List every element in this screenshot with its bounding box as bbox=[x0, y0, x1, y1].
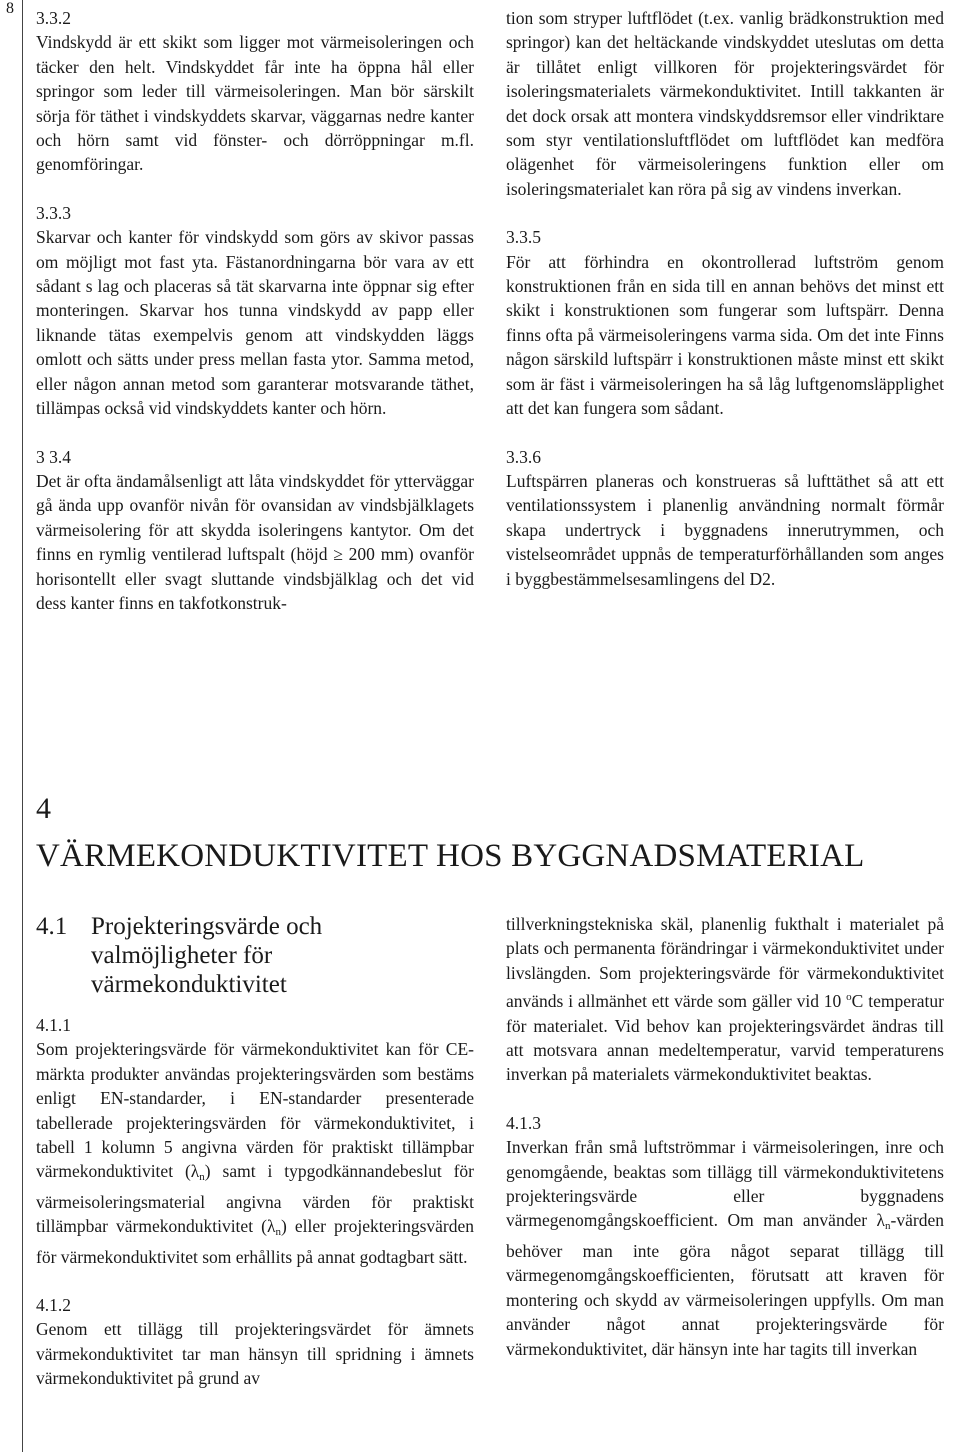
section-text-4-1-1 bbox=[36, 1037, 474, 1269]
section-text-4-1-2: Genom ett tillägg till projekteringsvärdet för ämnets värmekonduktivitet tar man hänsyn till spridning i ämnets värmekonduktivitet på grund av bbox=[36, 1319, 474, 1389]
column-1 bbox=[36, 6, 474, 615]
text-part: ) samt i typgodkännandebeslut för värmeisoleringsmaterial angivna värden för praktiskt tillämpbar värmekonduktivitet ( bbox=[36, 1161, 474, 1237]
column-4 bbox=[506, 912, 944, 1361]
section-text-4-1-3 bbox=[506, 1135, 944, 1361]
text-part: Som projekteringsvärde för värmekonduktivitet kan för CE-märkta produkter användas projekteringsvärden som bestäms enligt EN-standarder, i EN-standarder presenterade tabellerade projekteringsvärden för värmekonduktivitet, i tabell 1 kolumn 5 angivna värden för praktiskt tillämpbar värmekonduktivitet ( bbox=[36, 1039, 474, 1182]
column-2 bbox=[506, 6, 944, 591]
section-number-4-1-1: 4.1.1 bbox=[36, 1015, 71, 1035]
text-part: C temperatur för materialet. Vid behov kan projekteringsvärdet ändras till att motsvara annan medeltemperatur, varvid temperaturens inverkan på materialets värmekonduktivitet beaktas. bbox=[506, 991, 944, 1085]
chapter-title: VÄRMEKONDUKTIVITET HOS BYGGNADSMATERIAL bbox=[36, 838, 865, 874]
page-number: 8 bbox=[6, 0, 14, 17]
subscript-n: n bbox=[199, 1171, 205, 1184]
section-text-3-3-6: Luftspärren planeras och konstrueras så lufttäthet så att ett ventilationssystem i planenlig användning normalt förmår skapa undertryck i byggnadens innerutrymmen, och vistelseområdet uppnås de temperaturförhållanden som anges i byggbestämmelsesamlingens del D2. bbox=[506, 470, 944, 589]
text-part: Inverkan från små luftströmmar i värmeisoleringen, inre och genomgående, beaktas som tillägg till värmekonduktivitetens projekteringsvärde eller byggnadens värmegenomgångskoefficient. Om man använder bbox=[506, 1137, 944, 1231]
text-part: Det är ofta ändamålsenligt att låta vindskyddet för ytterväggar gå ända upp ovanför nivån för ovansidan av vindsbjälklagets värmeisolering för att skydda isoleringens kantytor. Om det finns en rymlig ventilerad luftspalt (höjd bbox=[36, 470, 474, 565]
text-part: -värden behöver man inte göra något separat tillägg till värmegenomgångskoefficienten, förutsatt att kraven för montering och skydd av värmeisoleringen uppfylls. Om man använder något annat projekteringsvärde för värmekonduktivitet, där hänsyn inte har tagits till inverkan bbox=[506, 1210, 944, 1359]
subscript-n: n bbox=[275, 1226, 281, 1239]
section-number-3-3-6: 3.3.6 bbox=[506, 446, 541, 467]
section-number-4-1: 4.1 bbox=[36, 913, 68, 940]
text-part: tillverkningstekniska skäl, planenlig fukthalt i materialet på plats och permanenta förändringar i värmekonduktivitet under livslängden. Som projekteringsvärde för värmekonduktivitet används i allmänhet ett värde som gäller vid 10 bbox=[506, 914, 944, 1012]
lambda-symbol: λ bbox=[190, 1161, 200, 1182]
text-part: ) eller projekteringsvärden för värmekonduktivitet som erhållits på annat godtagbart sätt. bbox=[36, 1216, 474, 1267]
section-number-4-1-3: 4.1.3 bbox=[506, 1112, 541, 1133]
lambda-symbol: λ bbox=[266, 1216, 276, 1237]
continued-text-3-3-4: tion som stryper luftflödet (t.ex. vanlig brädkonstruktion med springor) kan det heltäckande vindskyddet uteslutas om detta är tillåtet enligt villkoren för projekteringsvärdet för isoleringsmaterialets värmekonduktivitet. Intill takkanten är det dock orsak att montera vindskyddsremsor eller vindriktare som styr ventilationsluftflödet om luftflödet kan medföra olägenhet för värmeisoleringens funktion eller om isoleringsmaterialet kan röra på sig av vindens inverkan. bbox=[506, 8, 944, 199]
section-number-3-3-5: 3.3.5 bbox=[506, 227, 541, 248]
column-3 bbox=[36, 912, 474, 1391]
greater-equal-symbol: ≥ bbox=[333, 544, 343, 565]
continued-text-4-1-2 bbox=[506, 912, 944, 1087]
section-text-3-3-3: Skarvar och kanter för vindskydd som görs av skivor passas om möjligt mot fast yta. Fästanordningarna bör vara av ett sådant s lag och placeras så tät skarvarna inte öppnar sig efter monteringen. Skarvar hos tunna vindskydd av papp eller liknande tätas exempelvis genom att vindskydden läggs omlott och sätts under press mellan fasta ytor. Samma metod, eller någon annan metod som garanterar motsvarande täthet, tillämpas också vid vindskyddets kanter och hörn. bbox=[36, 227, 474, 419]
chapter-number: 4 bbox=[36, 792, 51, 825]
section-number-3-3-4: 3 3.4 bbox=[36, 446, 71, 467]
section-heading-4-1 bbox=[36, 912, 474, 999]
subscript-n: n bbox=[885, 1220, 891, 1233]
section-number-3-3-3: 3.3.3 bbox=[36, 202, 71, 223]
section-title-4-1: Projekteringsvärde och valmöjligheter för värmekonduktivitet bbox=[91, 913, 323, 998]
section-number-3-3-2: 3.3.2 bbox=[36, 8, 71, 28]
section-number-4-1-2: 4.1.2 bbox=[36, 1295, 71, 1316]
section-text-3-3-2: Vindskydd är ett skikt som ligger mot värmeisoleringen och täcker den helt. Vindskyddet får inte ha öppna hål eller springor som leder till värmeisoleringen. Man bör särskilt sörja för täthet i vindskyddets skarvar, väggarnas nedre kanter och hörn samt vid fönster- och dörröppningar m.fl. genomföringar. bbox=[36, 32, 474, 175]
text-part: 200 mm) ovanför horisontellt eller svagt sluttande vindsbjälklag och det vid dess kanter finns en takfotkonstruk- bbox=[36, 544, 474, 613]
degree-symbol: o bbox=[846, 991, 852, 1004]
margin-rule bbox=[22, 0, 23, 1452]
lambda-symbol: λ bbox=[876, 1210, 886, 1231]
section-text-3-3-5: För att förhindra en okontrollerad luftström genom konstruktionen från en sida till en annan behövs det minst ett skikt i konstruktionen som fungerar som luftspärr. Denna finns ofta på värmeisoleringens varma sida. Om det inte Finns någon särskild luftspärr i konstruktionen måste minst ett skikt som är fäst i värmeisoleringen ha så låg luftgenomsläpplighet att det kan fungera som sådant. bbox=[506, 251, 944, 419]
section-text-3-3-4 bbox=[36, 469, 474, 615]
